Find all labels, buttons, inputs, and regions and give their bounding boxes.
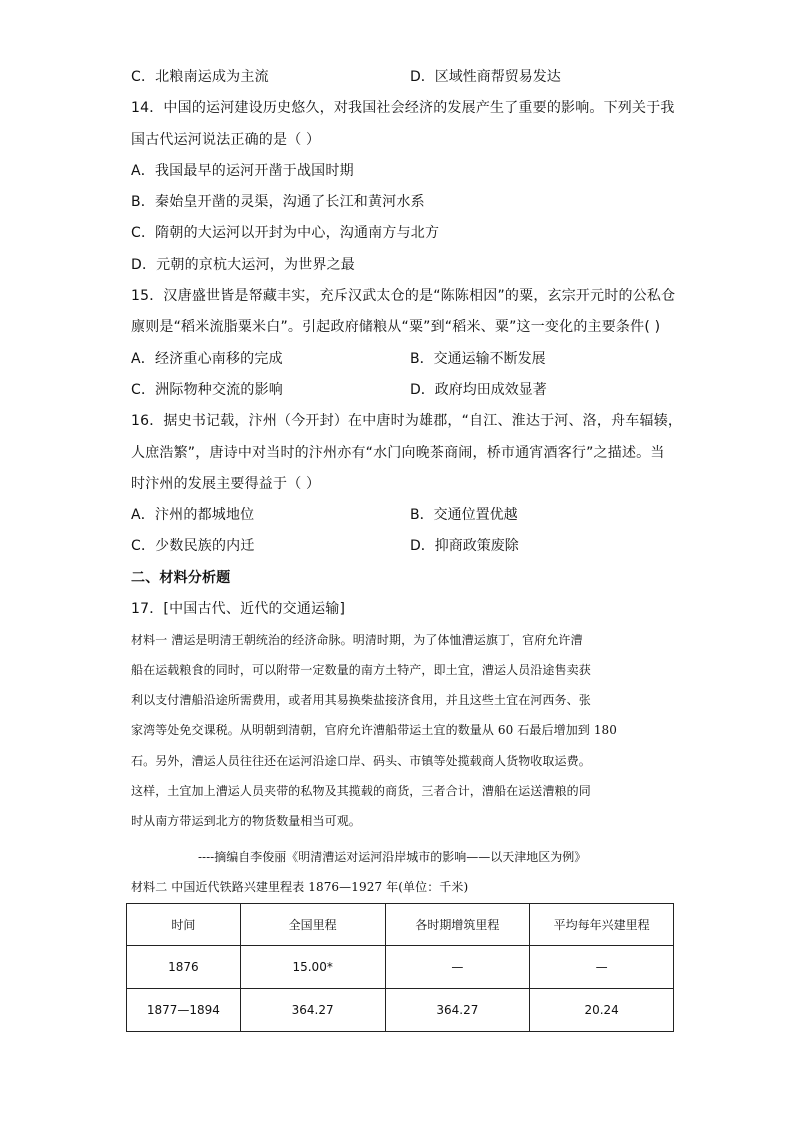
q16-stem-line1: 16．据史书记载，汴州（今开封）在中唐时为雄郡，“自江、淮达于河、洛，舟车辐辏， bbox=[131, 413, 683, 429]
q15-option-c: C．洲际物种交流的影响 bbox=[131, 382, 283, 398]
table-cell: — bbox=[385, 946, 530, 989]
material2-caption: 材料二 中国近代铁路兴建里程表 1876—1927 年(单位：千米) bbox=[131, 880, 469, 894]
table-cell: 1877—1894 bbox=[127, 989, 241, 1032]
q14-stem-line2: 国古代运河说法正确的是（ ） bbox=[131, 132, 321, 148]
railway-mileage-table bbox=[126, 903, 674, 1032]
q16-option-c: C．少数民族的内迁 bbox=[131, 538, 255, 554]
material1-line: 家湾等处免交课税。从明朝到清朝，官府允许漕船带运土宜的数量从 60 石最后增加到 180 bbox=[131, 723, 618, 737]
table-header-row bbox=[127, 904, 674, 946]
material1-line: 这样，土宜加上漕运人员夹带的私物及其揽载的商货，三者合计，漕船在运送漕粮的同 bbox=[131, 784, 591, 798]
material1-line: 时从南方带运到北方的物货数量相当可观。 bbox=[131, 814, 361, 828]
q17-title: 17．[中国古代、近代的交通运输] bbox=[131, 601, 346, 617]
q14-option-c: C．隋朝的大运河以开封为中心，沟通南方与北方 bbox=[131, 225, 440, 241]
q16-option-b: B．交通位置优越 bbox=[410, 507, 518, 523]
q14-stem-line1: 14．中国的运河建设历史悠久，对我国社会经济的发展产生了重要的影响。下列关于我 bbox=[131, 100, 675, 116]
section-title: 二、材料分析题 bbox=[131, 570, 231, 586]
table-cell: 20.24 bbox=[530, 989, 674, 1032]
q13-option-d: D．区域性商帮贸易发达 bbox=[410, 69, 561, 85]
material1-line: 石。另外，漕运人员往往还在运河沿途口岸、码头、市镇等处揽载商人货物收取运费。 bbox=[131, 754, 591, 768]
table-header-cell: 平均每年兴建里程 bbox=[530, 904, 674, 946]
q16-option-a: A．汴州的都城地位 bbox=[131, 507, 255, 523]
q15-stem-line1: 15．汉唐盛世皆是帑藏丰实，充斥汉武太仓的是“陈陈相因”的粟，玄宗开元时的公私仓 bbox=[131, 288, 676, 304]
q15-option-a: A．经济重心南移的完成 bbox=[131, 351, 283, 367]
table-cell: — bbox=[530, 946, 674, 989]
q16-option-d: D．抑商政策废除 bbox=[410, 538, 519, 554]
material1-source: ----摘编自李俊丽《明清漕运对运河沿岸城市的影响——以天津地区为例》 bbox=[198, 850, 587, 864]
q15-stem-line2: 廪则是“稻米流脂粟米白”。引起政府储粮从“粟”到“稻米、粟”这一变化的主要条件( ) bbox=[131, 319, 661, 335]
table-row bbox=[127, 989, 674, 1032]
material1-line: 船在运载粮食的同时，可以附带一定数量的南方土特产，即土宜，漕运人员沿途售卖获 bbox=[131, 663, 591, 677]
table-header-cell: 全国里程 bbox=[240, 904, 385, 946]
q16-stem-line2: 人庶浩繁”，唐诗中对当时的汴州亦有“水门向晚茶商闹，桥市通宵酒客行”之描述。当 bbox=[131, 445, 665, 461]
q14-option-b: B．秦始皇开凿的灵渠，沟通了长江和黄河水系 bbox=[131, 194, 425, 210]
q13-option-c: C．北粮南运成为主流 bbox=[131, 69, 269, 85]
table-header-cell: 各时期增筑里程 bbox=[385, 904, 530, 946]
table-cell: 15.00* bbox=[240, 946, 385, 989]
q15-option-d: D．政府均田成效显著 bbox=[410, 382, 547, 398]
material1-line: 利以支付漕船沿途所需费用，或者用其易换柴盐接济食用，并且这些土宜在河西务、张 bbox=[131, 693, 591, 707]
table-row bbox=[127, 946, 674, 989]
table-header-cell: 时间 bbox=[127, 904, 241, 946]
table-cell: 1876 bbox=[127, 946, 241, 989]
q14-option-a: A．我国最早的运河开凿于战国时期 bbox=[131, 163, 354, 179]
table-cell: 364.27 bbox=[240, 989, 385, 1032]
q14-option-d: D．元朝的京杭大运河，为世界之最 bbox=[131, 257, 355, 273]
material1-line: 材料一 漕运是明清王朝统治的经济命脉。明清时期，为了体恤漕运旗丁，官府允许漕 bbox=[131, 633, 583, 647]
q16-stem-line3: 时汴州的发展主要得益于（ ） bbox=[131, 476, 321, 492]
q15-option-b: B．交通运输不断发展 bbox=[410, 351, 546, 367]
table-cell: 364.27 bbox=[385, 989, 530, 1032]
